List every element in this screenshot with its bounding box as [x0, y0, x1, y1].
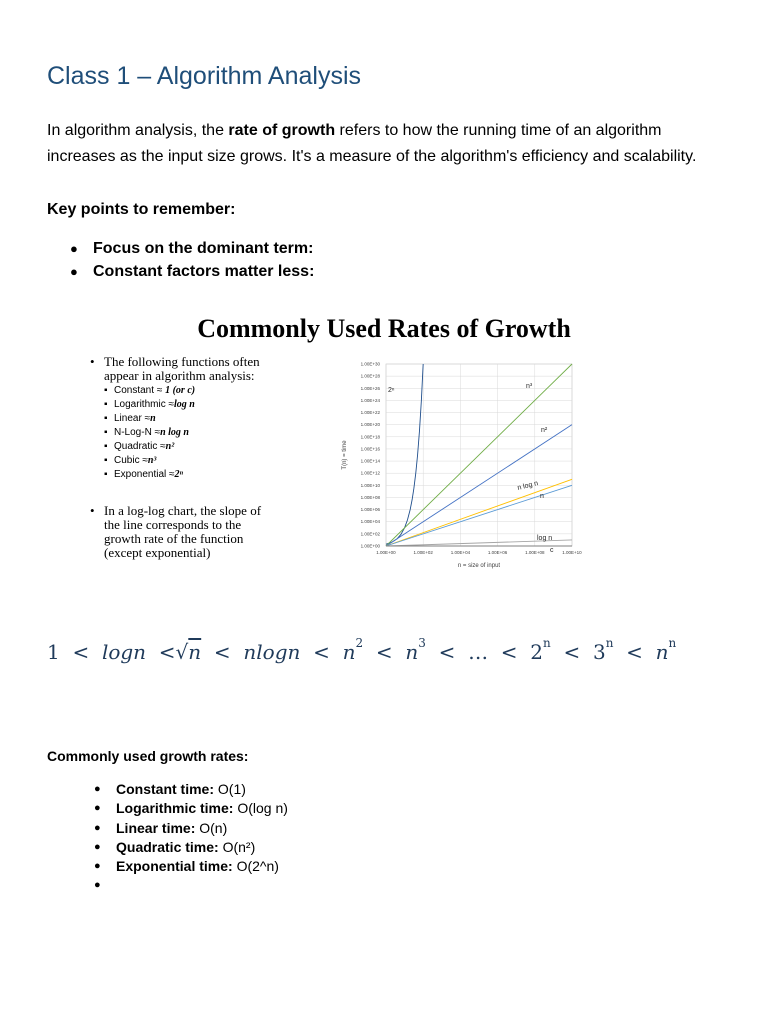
intro-paragraph: [47, 118, 727, 170]
intro-text-b: refers to how the running time of an algorithm increases as the input size grows. It's a measure of the algorithm's efficiency and scalability.: [47, 122, 697, 165]
list-item: [94, 857, 288, 876]
slide-bullet: [90, 355, 300, 383]
function-item: [104, 426, 300, 440]
growth-rates-list: [94, 780, 288, 896]
series-label: n³: [526, 383, 533, 390]
exponent: n: [543, 636, 551, 651]
list-item: [94, 838, 288, 857]
function-expr: 2ⁿ: [174, 469, 184, 480]
exponent: n: [668, 636, 677, 651]
exponent: 3: [418, 636, 426, 651]
approx-symbol: ≈: [154, 427, 161, 438]
function-name: Exponential: [114, 469, 167, 480]
lt-symbol: <: [626, 640, 643, 664]
function-expr: n²: [165, 441, 175, 452]
y-tick-label: 1.00E+00: [360, 543, 380, 549]
y-tick-label: 1.00E+14: [360, 458, 380, 464]
function-name: Cubic: [114, 455, 140, 466]
sqrt-symbol: √: [175, 640, 189, 664]
list-item: [94, 780, 288, 799]
term-n-to-n: n: [655, 640, 669, 664]
intro-text-a: In algorithm analysis, the: [47, 122, 229, 139]
growth-inequality: [47, 636, 747, 664]
y-tick-label: 1.00E+26: [360, 385, 380, 391]
term-n: n: [188, 640, 202, 664]
term-n-squared: n: [342, 640, 356, 664]
slide-bullet-line: The following functions often: [104, 354, 260, 369]
x-axis-label: n = size of input: [457, 563, 501, 569]
y-tick-label: 1.00E+12: [360, 470, 380, 476]
list-item: ● Constant factors matter less:: [70, 260, 314, 283]
y-tick-label: 1.00E+16: [360, 446, 380, 452]
lt-symbol: <: [158, 640, 176, 664]
rate-value: O(log n): [233, 800, 288, 817]
function-item: [104, 412, 300, 426]
function-item: [104, 440, 300, 454]
rate-value: O(n²): [218, 838, 256, 855]
series-label: n log n: [516, 480, 539, 492]
lt-symbol: <: [563, 640, 581, 664]
y-tick-label: 1.00E+02: [360, 531, 380, 537]
key-points-list: [70, 237, 314, 283]
term-nlogn: nlogn: [243, 640, 301, 664]
ellipsis: …: [468, 640, 489, 664]
rate-value: O(1): [214, 781, 246, 797]
exponent: n: [605, 636, 614, 651]
term-logn: logn: [101, 640, 147, 664]
series-label: n²: [541, 427, 548, 434]
y-tick-label: 1.00E+18: [360, 434, 380, 440]
lt-symbol: <: [375, 640, 393, 664]
lt-symbol: <: [313, 640, 330, 664]
function-expr: n log n: [160, 427, 189, 438]
function-item: [104, 384, 300, 398]
lt-symbol: <: [438, 640, 456, 664]
term-one: 1: [47, 640, 60, 664]
series-label: 2ⁿ: [388, 387, 395, 394]
lt-symbol: <: [500, 640, 518, 664]
slide-bullet-line: (except exponential): [104, 545, 211, 560]
rate-label: Quadratic time:: [116, 838, 219, 855]
x-tick-label: 1.00E+00: [376, 550, 396, 555]
approx-symbol: ≈: [160, 441, 166, 452]
approx-symbol: ≈: [169, 469, 175, 480]
slide-bullet-line: In a log-log chart, the slope of: [104, 503, 262, 518]
term-three: 3: [592, 640, 606, 664]
x-tick-label: 1.00E+02: [413, 550, 433, 555]
y-tick-label: 1.00E+30: [360, 361, 380, 367]
approx-symbol: ≈: [156, 385, 163, 396]
rate-label: Constant time:: [116, 781, 214, 797]
approx-symbol: ≈: [142, 455, 148, 466]
term-two: 2: [530, 640, 544, 664]
exponent: 2: [355, 636, 364, 651]
growth-rate-chart: [338, 356, 583, 571]
y-tick-label: 1.00E+04: [360, 519, 380, 525]
list-item: ● Focus on the dominant term:: [70, 237, 314, 260]
y-tick-label: 1.00E+28: [360, 373, 380, 379]
page-title: Class 1 – Algorithm Analysis: [47, 62, 362, 90]
rate-label: Logarithmic time:: [116, 800, 234, 817]
y-tick-label: 1.00E+10: [360, 482, 380, 488]
y-tick-label: 1.00E+06: [360, 507, 380, 513]
rate-label: Linear time:: [116, 819, 196, 836]
series-label: log n: [537, 535, 553, 542]
growth-rates-heading: Commonly used growth rates:: [47, 748, 249, 764]
y-tick-label: 1.00E+20: [360, 422, 380, 428]
approx-symbol: ≈: [144, 413, 151, 424]
lt-symbol: <: [72, 640, 90, 664]
function-expr: n³: [147, 455, 157, 466]
function-name: Quadratic: [114, 441, 158, 452]
x-tick-label: 1.00E+04: [450, 550, 471, 555]
list-item-empty: [94, 876, 288, 895]
x-tick-label: 1.00E+10: [562, 550, 582, 555]
function-name: N-Log-N: [114, 427, 152, 438]
function-name: Linear: [114, 413, 142, 424]
slide-bullet-line: the line corresponds to the: [104, 517, 242, 532]
function-list: [104, 384, 300, 482]
y-axis-label: T(n) = time: [342, 440, 348, 470]
slide-text: [90, 355, 300, 560]
function-item: [104, 454, 300, 468]
slide-bullet: [90, 504, 300, 560]
function-expr: log n: [173, 399, 195, 410]
series-label: c: [550, 547, 554, 554]
slide-title: Commonly Used Rates of Growth: [197, 314, 571, 343]
rate-value: O(2^n): [232, 858, 279, 875]
y-tick-label: 1.00E+22: [360, 410, 380, 416]
list-item: [94, 819, 288, 838]
x-tick-label: 1.00E+08: [525, 550, 545, 555]
function-expr: n: [150, 413, 156, 424]
rate-value: O(n): [195, 819, 228, 836]
term-n-cubed: n: [405, 640, 419, 664]
x-tick-label: 1.00E+06: [487, 550, 508, 555]
approx-symbol: ≈: [168, 399, 174, 410]
intro-bold-term: rate of growth: [228, 122, 336, 139]
y-tick-label: 1.00E+08: [360, 494, 380, 500]
function-item: [104, 468, 300, 482]
function-expr: 1 (or c): [165, 385, 196, 396]
y-tick-label: 1.00E+24: [360, 397, 380, 403]
series-label: n: [540, 493, 544, 500]
slide-bullet-line: growth rate of the function: [104, 531, 244, 546]
key-points-heading: Key points to remember:: [47, 201, 236, 218]
function-name: Constant: [114, 385, 155, 396]
function-name: Logarithmic: [114, 399, 166, 410]
function-item: [104, 398, 300, 412]
slide-bullet-line: appear in algorithm analysis:: [104, 368, 255, 383]
list-item: [94, 799, 288, 818]
rate-label: Exponential time:: [116, 858, 233, 875]
lt-symbol: <: [213, 640, 231, 664]
